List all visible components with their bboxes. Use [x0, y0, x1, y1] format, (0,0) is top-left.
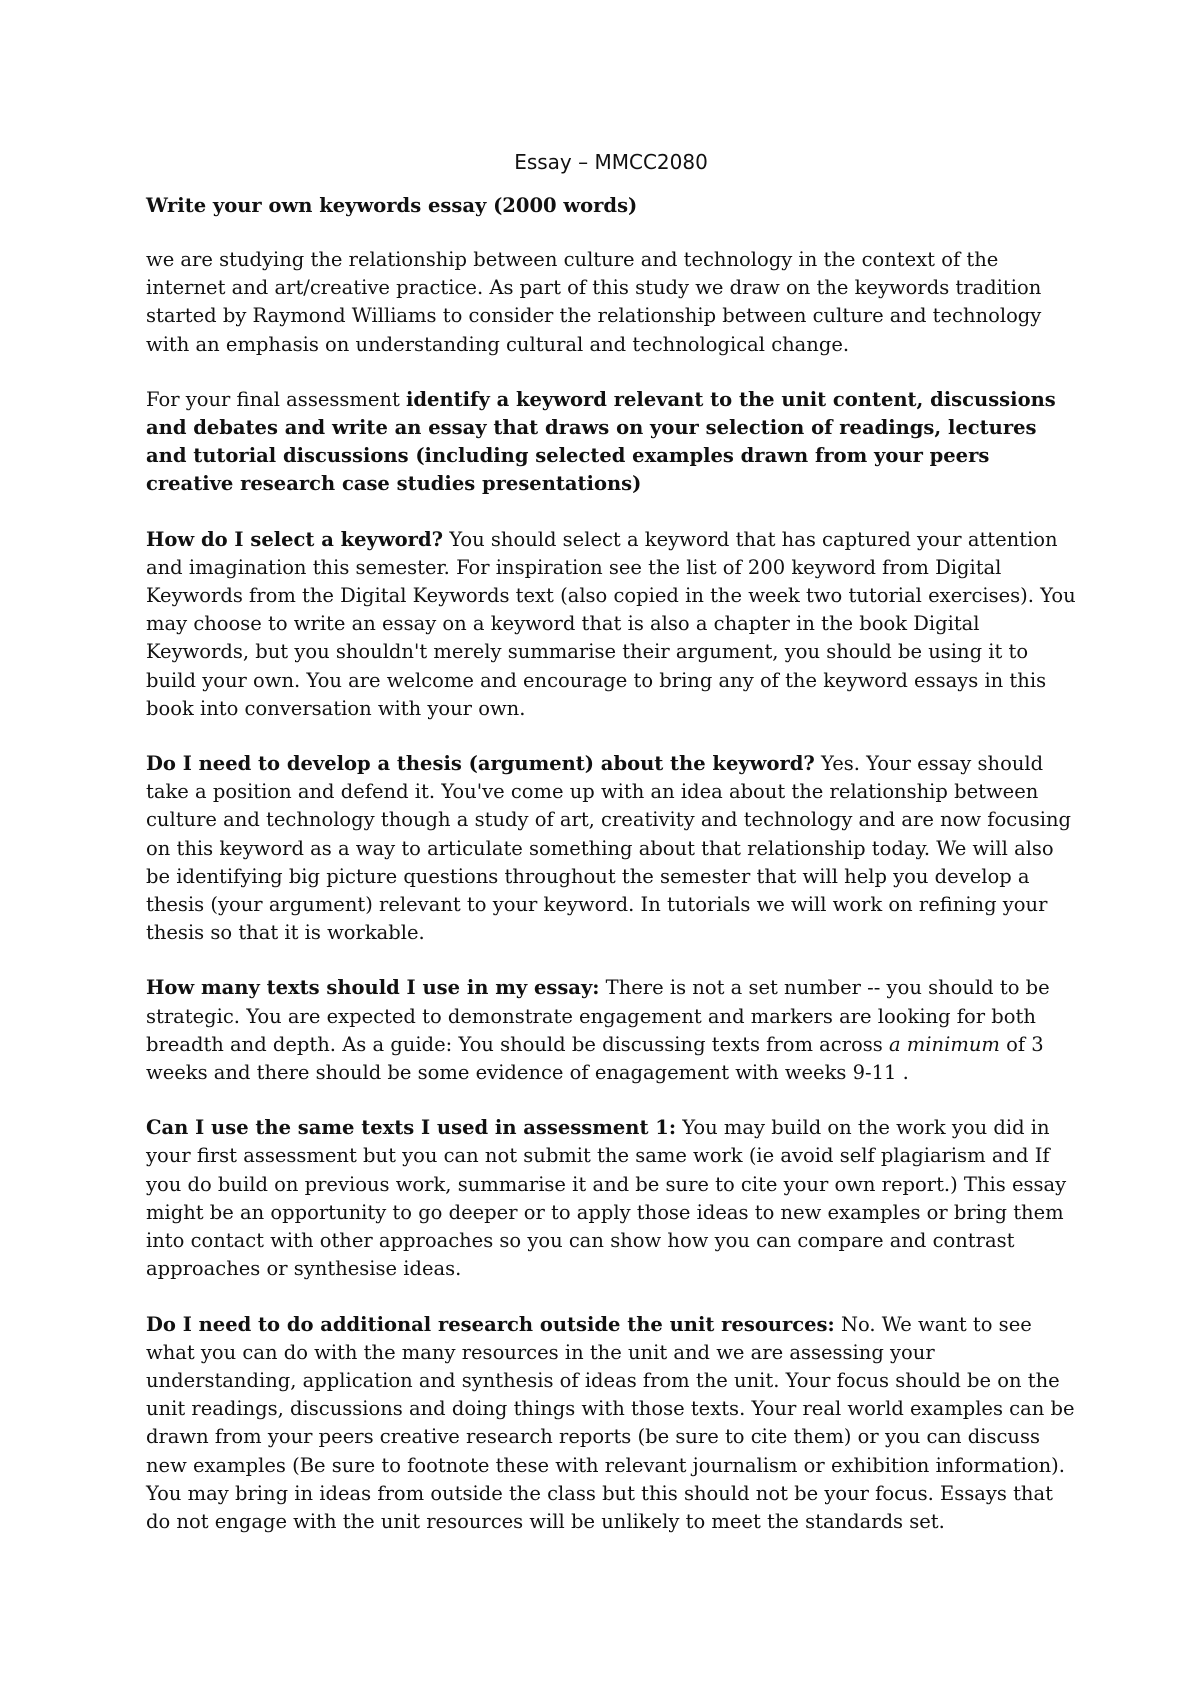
texts-text-before: There is not a set number -- you should to be strategic. You are expected to demonstrate engagement and markers are looking for both breadth and depth. As a guide: You should be discussing texts from across: [146, 976, 1050, 1056]
same-texts-text: You may build on the work you did in your first assessment but you can not submit the same work (ie avoid self plagiarism and If you do build on previous work, summarise it and be sure to cite your own report.) This essay might be an opportunity to go deeper or to apply those ideas to new examples or bring them into contact with other approaches so you can show how you can compare and contrast approaches or synthesise ideas.: [146, 1116, 1067, 1281]
research-heading: Do I need to do additional research outside the unit resources:: [146, 1312, 835, 1336]
research-paragraph: [146, 1311, 1076, 1537]
assessment-paragraph: [146, 386, 1076, 499]
document-body: [146, 148, 1076, 1563]
texts-heading: How many texts should I use in my essay:: [146, 976, 600, 1000]
research-text: No. We want to see what you can do with the many resources in the unit and we are assessing your understanding, application and synthesis of ideas from the unit. Your focus should be on the unit readings, discussions and doing things with those texts. Your real world examples can be drawn from your peers creative research reports (be sure to cite them) or you can discuss new examples (Be sure to footnote these with relevant journalism or exhibition information). You may bring in ideas from outside the class but this should not be your focus. Essays that do not engage with the unit resources will be unlikely to meet the standards set.: [146, 1312, 1075, 1533]
same-texts-paragraph: [146, 1114, 1076, 1283]
intro-paragraph: we are studying the relationship between culture and technology in the context of the internet and art/creative practice. As part of this study we draw on the keywords tradition started by Raymond Williams to consider the relationship between culture and technology with an emphasis on understanding cultural and technological change.: [146, 248, 1042, 356]
thesis-text: Yes. Your essay should take a position and defend it. You've come up with an idea about the relationship between culture and technology though a study of art, creativity and technology and are now focusing on this keyword as a way to articulate something about that relationship today. We will also be identifying big picture questions throughout the semester that will help you develop a thesis (your argument) relevant to your keyword. In tutorials we will work on refining your thesis so that it is workable.: [146, 752, 1072, 945]
document-subtitle: Write your own keywords essay (2000 words): [146, 194, 638, 217]
document-title: Essay – MMCC2080: [514, 150, 708, 174]
assessment-lead: For your final assessment: [146, 387, 407, 411]
texts-text-after: of 3 weeks and there should be some evidence of enagagement with weeks 9-11 .: [146, 1032, 1044, 1085]
select-keyword-paragraph: [146, 526, 1076, 723]
assessment-bold: identify a keyword relevant to the unit content, discussions and debates and write an essay that draws on your selection of readings, lectures and tutorial discussions (including selected examples drawn from your peers creative research case studies presentations): [146, 387, 1056, 496]
select-keyword-text: You should select a keyword that has captured your attention and imagination this semester. For inspiration see the list of 200 keyword from Digital Keywords from the Digital Keywords text (also copied in the week two tutorial exercises). You may choose to write an essay on a keyword that is also a chapter in the book Digital Keywords, but you shouldn't merely summarise their argument, you should be using it to build your own. You are welcome and encourage to bring any of the keyword essays in this book into conversation with your own.: [146, 527, 1076, 720]
select-keyword-heading: How do I select a keyword?: [146, 527, 444, 551]
texts-italic: a minimum: [888, 1032, 1000, 1056]
thesis-heading: Do I need to develop a thesis (argument) about the keyword?: [146, 752, 815, 776]
texts-paragraph: [146, 974, 1076, 1087]
thesis-paragraph: [146, 750, 1076, 947]
same-texts-heading: Can I use the same texts I used in assessment 1:: [146, 1116, 677, 1140]
